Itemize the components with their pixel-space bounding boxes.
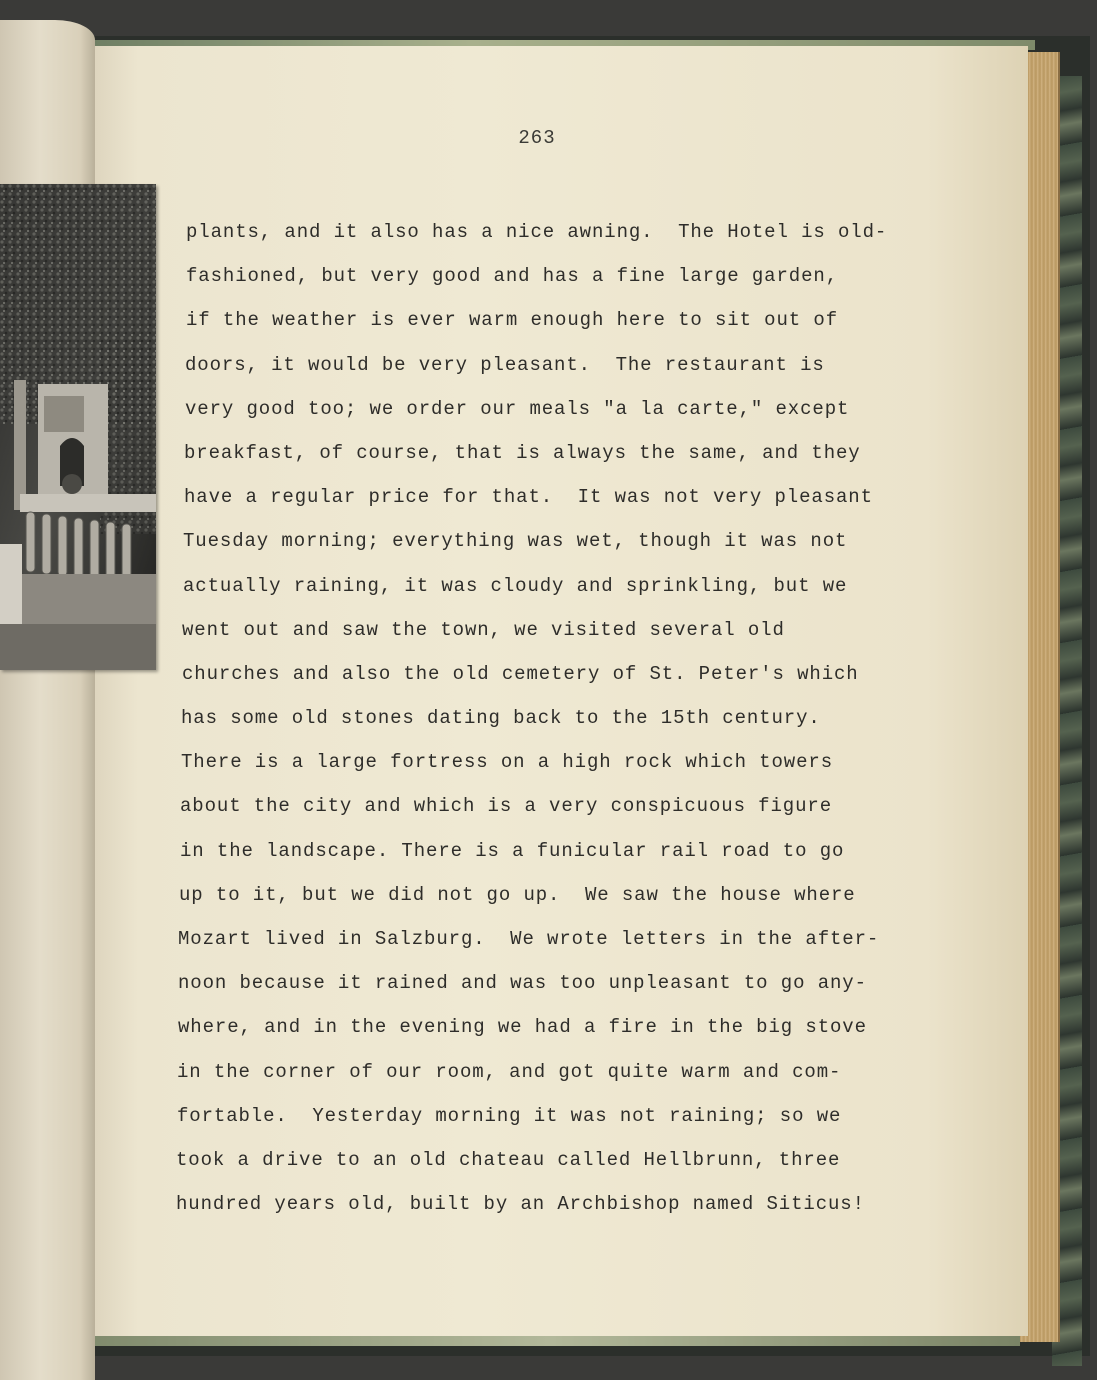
text-line: doors, it would be very pleasant. The restaurant is [185, 353, 825, 376]
text-line: if the weather is ever warm enough here to sit out of [186, 309, 838, 332]
text-line: has some old stones dating back to the 15th century. [181, 707, 821, 730]
text-line: took a drive to an old chateau called Hellbrunn, three [176, 1148, 841, 1171]
text-line: up to it, but we did not go up. We saw the house where [179, 883, 856, 906]
text-line: breakfast, of course, that is always the same, and they [184, 441, 861, 464]
text-line: where, and in the evening we had a fire in the big stove [178, 1016, 867, 1039]
text-line: Tuesday morning; everything was wet, though it was not [183, 530, 848, 553]
page-number: 263 [518, 127, 556, 149]
bottom-binding-strip [80, 1336, 1020, 1346]
typed-text-body [176, 210, 956, 1226]
text-line: hundred years old, built by an Archbishop named Siticus! [176, 1193, 865, 1216]
text-line: in the corner of our room, and got quite warm and com- [177, 1060, 842, 1083]
text-line: in the landscape. There is a funicular rail road to go [180, 839, 845, 862]
text-line: actually raining, it was cloudy and sprinkling, but we [183, 574, 848, 597]
text-line: churches and also the old cemetery of St. Peter's which [182, 662, 859, 685]
text-line: noon because it rained and was too unpleasant to go any- [178, 972, 867, 995]
text-line: Mozart lived in Salzburg. We wrote letters in the after- [178, 928, 880, 950]
photograph-image [0, 184, 156, 670]
text-line: went out and saw the town, we visited several old [182, 618, 785, 641]
text-line: about the city and which is a very conspicuous figure [180, 795, 832, 818]
text-line: fashioned, but very good and has a fine large garden, [186, 265, 838, 288]
pasted-photograph [0, 184, 156, 670]
text-line: plants, and it also has a nice awning. The Hotel is old- [186, 221, 888, 243]
text-line: very good too; we order our meals "a la carte," except [185, 397, 850, 420]
text-line: have a regular price for that. It was not very pleasant [184, 486, 873, 509]
text-line: fortable. Yesterday morning it was not raining; so we [177, 1104, 842, 1127]
text-line: There is a large fortress on a high rock which towers [181, 751, 833, 774]
